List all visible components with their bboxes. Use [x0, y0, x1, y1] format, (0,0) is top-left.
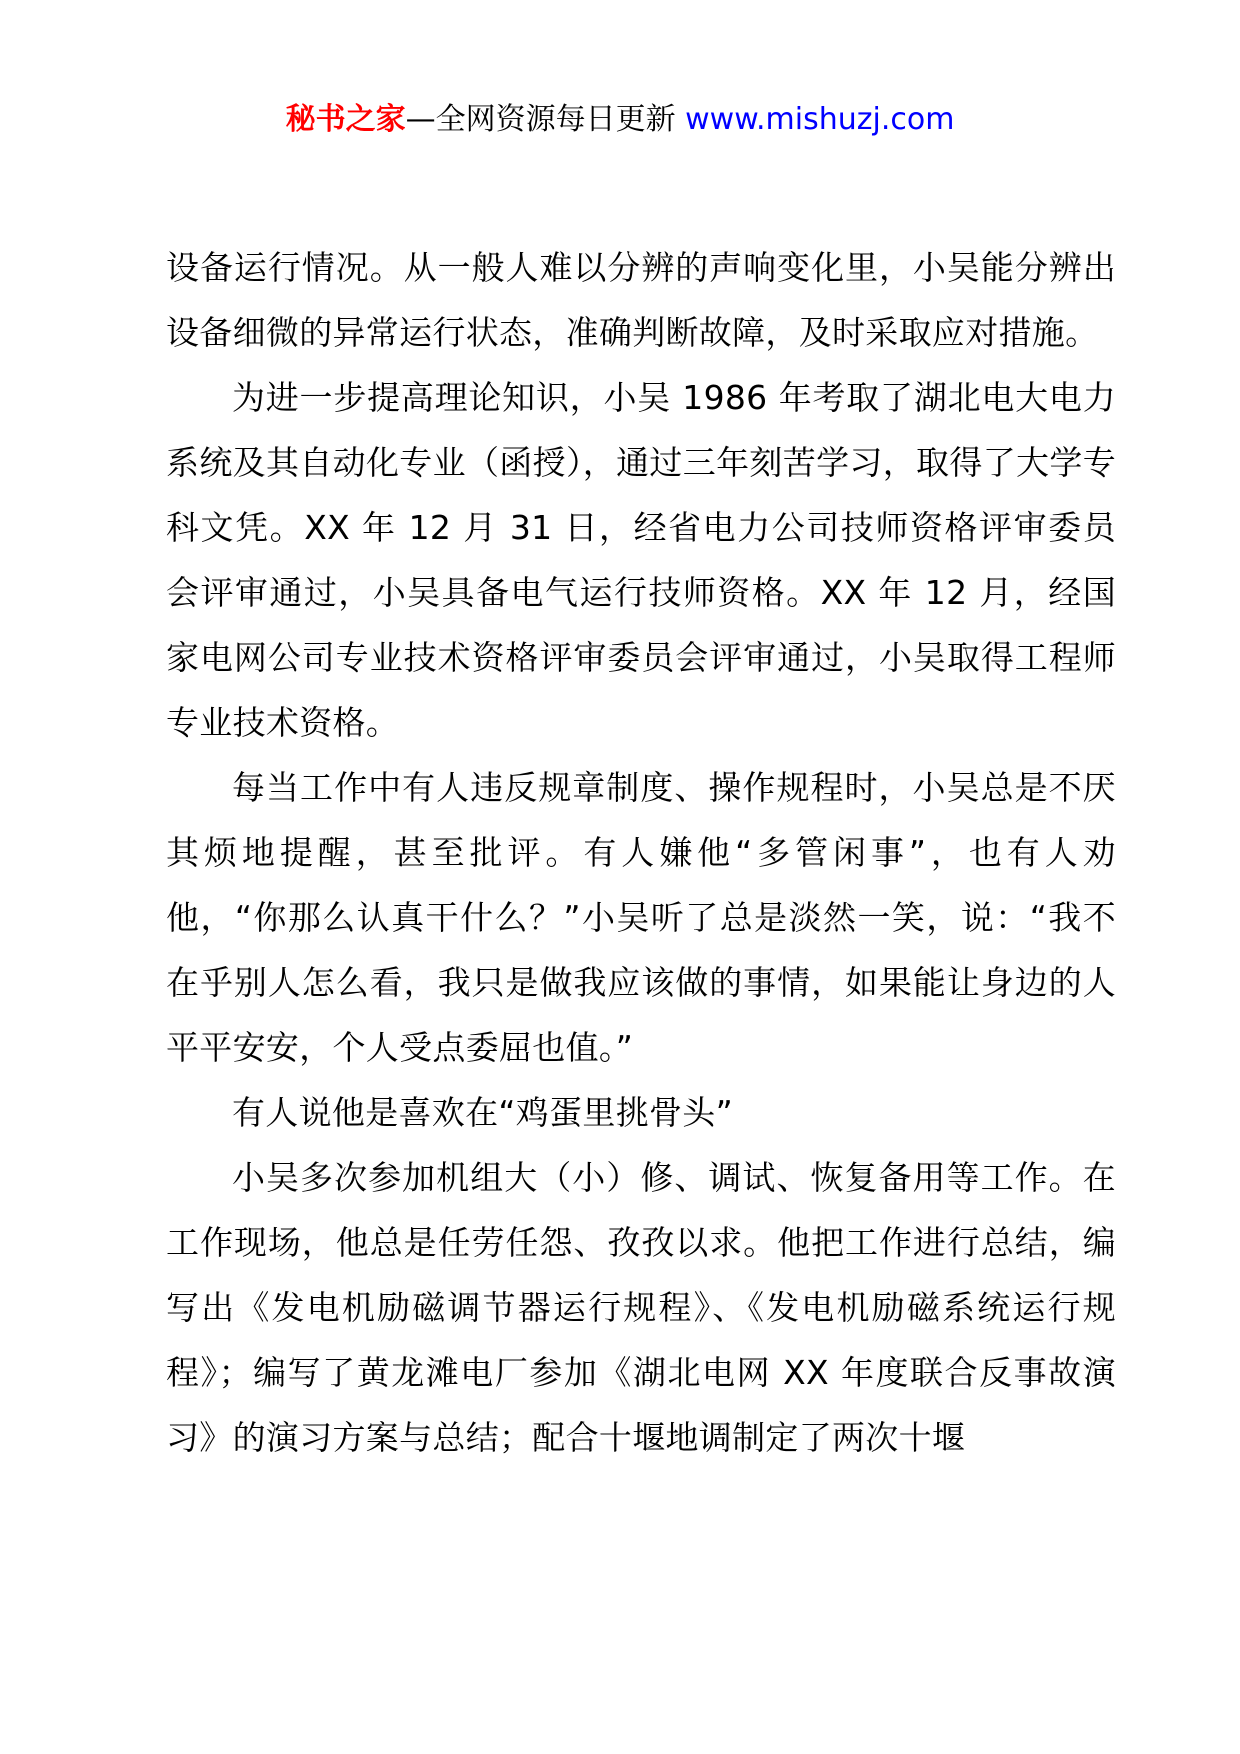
- page-header: [0, 100, 1240, 140]
- paragraph-continuation: 设备运行情况。从一般人难以分辨的声响变化里，小吴能分辨出设备细微的异常运行状态，准确判断故障，及时采取应对措施。: [166, 248, 1116, 352]
- site-url-link[interactable]: www.mishuzj.com: [685, 102, 955, 137]
- site-tagline: —全网资源每日更新: [405, 102, 676, 137]
- paragraph: 小吴多次参加机组大（小）修、调试、恢复备用等工作。在工作现场，他总是任劳任怨、孜孜以求。他把工作进行总结，编写出《发电机励磁调节器运行规程》、《发电机励磁系统运行规程》；编写了黄龙滩电厂参加《湖北电网 XX 年度联合反事故演习》的演习方案与总结；配合十堰地调制定了两次十堰: [166, 1158, 1116, 1457]
- document-body: [166, 235, 1116, 1470]
- paragraph: 有人说他是喜欢在“鸡蛋里挑骨头”: [232, 1093, 733, 1132]
- site-brand: 秘书之家: [285, 102, 406, 137]
- paragraph: 为进一步提高理论知识，小吴 1986 年考取了湖北电大电力系统及其自动化专业（函授），通过三年刻苦学习，取得了大学专科文凭。XX 年 12 月 31 日，经省电力公司技师资格评审委员会评审通过，小吴具备电气运行技师资格。XX 年 12 月，经国家电网公司专业技术资格评审委员会评审通过，小吴取得工程师专业技术资格。: [166, 378, 1116, 742]
- paragraph: 每当工作中有人违反规章制度、操作规程时，小吴总是不厌其烦地提醒，甚至批评。有人嫌他“多管闲事”，也有人劝他，“你那么认真干什么？”小吴听了总是淡然一笑，说：“我不在乎别人怎么看，我只是做我应该做的事情，如果能让身边的人平平安安，个人受点委屈也值。”: [166, 768, 1116, 1067]
